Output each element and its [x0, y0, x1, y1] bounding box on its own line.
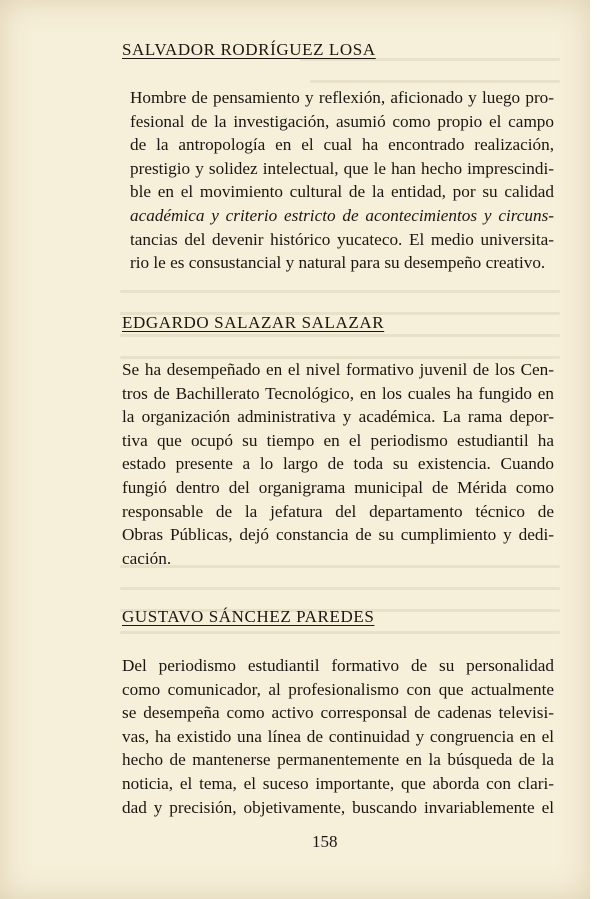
section-heading: SALVADOR RODRÍGUEZ LOSA: [122, 40, 376, 59]
text-line: Del periodismo estudiantil formativo de su personalidad: [122, 656, 554, 675]
text-line: responsable de la jefatura del departamento técnico de: [122, 501, 554, 521]
section-heading: GUSTAVO SÁNCHEZ PAREDES: [122, 607, 375, 626]
text-line: se desempeña como activo corresponsal de cadenas televisi-: [122, 703, 554, 723]
page-number: 158: [312, 832, 338, 851]
section-paragraph: [130, 86, 554, 275]
text-line: ble en el movimiento cultural de la entidad, por su calidad: [130, 182, 554, 202]
text-line: de la antropología en el cual ha encontrado realización,: [130, 135, 554, 155]
text-line: cación.: [122, 548, 172, 568]
text-line: como comunicador, al profesionalismo con que actualmente: [122, 679, 554, 699]
page-edge: [590, 0, 600, 899]
text-line: fungió dentro del organigrama municipal de Mérida como: [122, 477, 554, 497]
text-line: la organización administrativa y académica. La rama depor-: [122, 407, 554, 427]
text-line: tancias del devenir histórico yucateco. El medio universita-: [130, 229, 554, 249]
text-line: prestigio y solidez intelectual, que le han hecho imprescindi-: [130, 158, 554, 178]
text-line: Obras Públicas, dejó constancia de su cumplimiento y dedi-: [122, 525, 554, 545]
section-paragraph: [122, 654, 554, 819]
text-line: académica y criterio estricto de acontecimientos y circuns-: [130, 205, 554, 225]
text-line: dad y precisión, objetivamente, buscando invariablemente el: [122, 797, 554, 817]
text-line: tiva que ocupó su tiempo en el periodismo estudiantil ha: [122, 430, 554, 450]
text-line: vas, ha existido una línea de continuidad y congruencia en el: [122, 726, 554, 746]
text-line: hecho de mantenerse permanentemente en la búsqueda de la: [122, 750, 554, 770]
text-line: tros de Bachillerato Tecnológico, en los cuales ha fungido en: [122, 383, 554, 403]
section-heading: EDGARDO SALAZAR SALAZAR: [122, 313, 385, 332]
text-line: estado presente a lo largo de toda su existencia. Cuando: [122, 454, 554, 474]
section-paragraph: [122, 358, 554, 570]
text-line: rio le es consustancial y natural para su desempeño creativo.: [130, 253, 546, 273]
text-line: noticia, el tema, el suceso importante, que aborda con clari-: [122, 773, 554, 793]
text-line: Hombre de pensamiento y reflexión, aficionado y luego pro-: [130, 88, 554, 107]
text-line: Se ha desempeñado en el nivel formativo juvenil de los Cen-: [122, 360, 554, 379]
text-line: fesional de la investigación, asumió como propio el campo: [130, 111, 554, 131]
